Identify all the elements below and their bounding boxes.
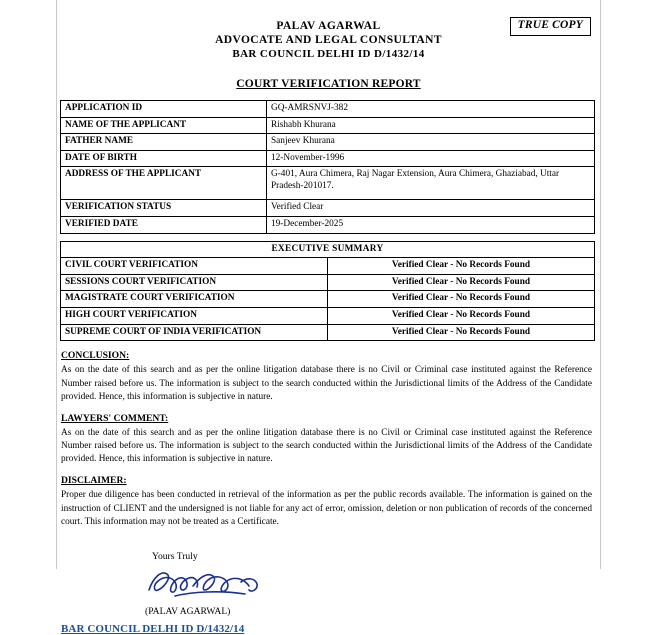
applicant-details-table: [60, 100, 595, 234]
court-label: HIGH COURT VERIFICATION: [61, 308, 328, 325]
table-row: [61, 217, 595, 234]
disclaimer-section: [57, 475, 600, 529]
court-label: CIVIL COURT VERIFICATION: [61, 258, 328, 275]
letterhead-name: PALAV AGARWAL: [276, 20, 381, 32]
table-row: [61, 324, 595, 341]
table-row: [61, 200, 595, 217]
court-result: Verified Clear - No Records Found: [328, 258, 595, 275]
court-result: Verified Clear - No Records Found: [328, 324, 595, 341]
table-row: [61, 150, 595, 167]
detail-label: DATE OF BIRTH: [61, 150, 267, 167]
section-title: CONCLUSION:: [61, 350, 130, 362]
detail-value: GQ-AMRSNVJ-382: [267, 101, 595, 118]
detail-label: ADDRESS OF THE APPLICANT: [61, 167, 267, 200]
detail-value: Sanjeev Khurana: [267, 134, 595, 151]
table-row: [61, 308, 595, 325]
detail-label: NAME OF THE APPLICANT: [61, 117, 267, 134]
table-row: [61, 134, 595, 151]
executive-summary-table: [60, 241, 595, 342]
executive-summary-heading: EXECUTIVE SUMMARY: [61, 241, 595, 258]
court-label: SESSIONS COURT VERIFICATION: [61, 274, 328, 291]
section-body: Proper due diligence has been conducted in retrieval of the information as per the public records available. The information is gained on the instruction of CLIENT and the undersigned is not liable for any act of error, omission, deletion or non publication of records of the concerned court. This information may not be treated as a Certificate.: [61, 490, 592, 527]
table-row: [61, 291, 595, 308]
detail-label: FATHER NAME: [61, 134, 267, 151]
table-row: [61, 274, 595, 291]
table-row: [61, 167, 595, 200]
document-content: [57, 0, 600, 635]
page-border-right: [600, 0, 601, 569]
table-row: [61, 241, 595, 258]
court-result: Verified Clear - No Records Found: [328, 291, 595, 308]
lawyers-comment-section: [57, 413, 600, 467]
section-body: As on the date of this search and as per the online litigation database there is no Civil or Criminal case instituted against the Reference Number raised before us. The information is subject to the search conducted within the Jurisdictional limits of the Address of the Candidate provided. Hence, this information is subjective in nature.: [61, 427, 592, 465]
signer-name: (PALAV AGARWAL): [145, 606, 231, 617]
detail-label: APPLICATION ID: [61, 101, 267, 118]
detail-value: 12-November-1996: [267, 150, 595, 167]
table-row: [61, 117, 595, 134]
section-body: As on the date of this search and as per the online litigation database there is no Civil or Criminal case instituted against the Reference Number raised before us. The information is subject to the search conducted within the Jurisdictional limits of the Address of the Candidate provided. Hence, this information is subjective in nature.: [61, 365, 592, 402]
court-result: Verified Clear - No Records Found: [328, 274, 595, 291]
conclusion-section: [57, 350, 600, 404]
detail-value: G-401, Aura Chimera, Raj Nagar Extension, Aura Chimera, Ghaziabad, Uttar Pradesh-201017.: [267, 167, 595, 200]
bar-council-footer: BAR COUNCIL DELHI ID D/1432/14: [61, 623, 245, 635]
letterhead-designation: ADVOCATE AND LEGAL CONSULTANT: [215, 34, 442, 46]
court-label: MAGISTRATE COURT VERIFICATION: [61, 291, 328, 308]
yours-truly-label: Yours Truly: [152, 551, 198, 562]
detail-value: 19-December-2025: [267, 217, 595, 234]
detail-value: Rishabh Khurana: [267, 117, 595, 134]
detail-value: Verified Clear: [267, 200, 595, 217]
section-title: DISCLAIMER:: [61, 475, 127, 487]
signature-image: [145, 564, 265, 606]
true-copy-stamp: TRUE COPY: [510, 17, 591, 36]
letterhead-bar-id: BAR COUNCIL DELHI ID D/1432/14: [232, 48, 425, 60]
table-row: [61, 101, 595, 118]
page-title: COURT VERIFICATION REPORT: [236, 78, 421, 90]
detail-label: VERIFIED DATE: [61, 217, 267, 234]
court-label: SUPREME COURT OF INDIA VERIFICATION: [61, 324, 328, 341]
table-row: [61, 258, 595, 275]
detail-label: VERIFICATION STATUS: [61, 200, 267, 217]
section-title: LAWYERS' COMMENT:: [61, 412, 169, 424]
court-result: Verified Clear - No Records Found: [328, 308, 595, 325]
